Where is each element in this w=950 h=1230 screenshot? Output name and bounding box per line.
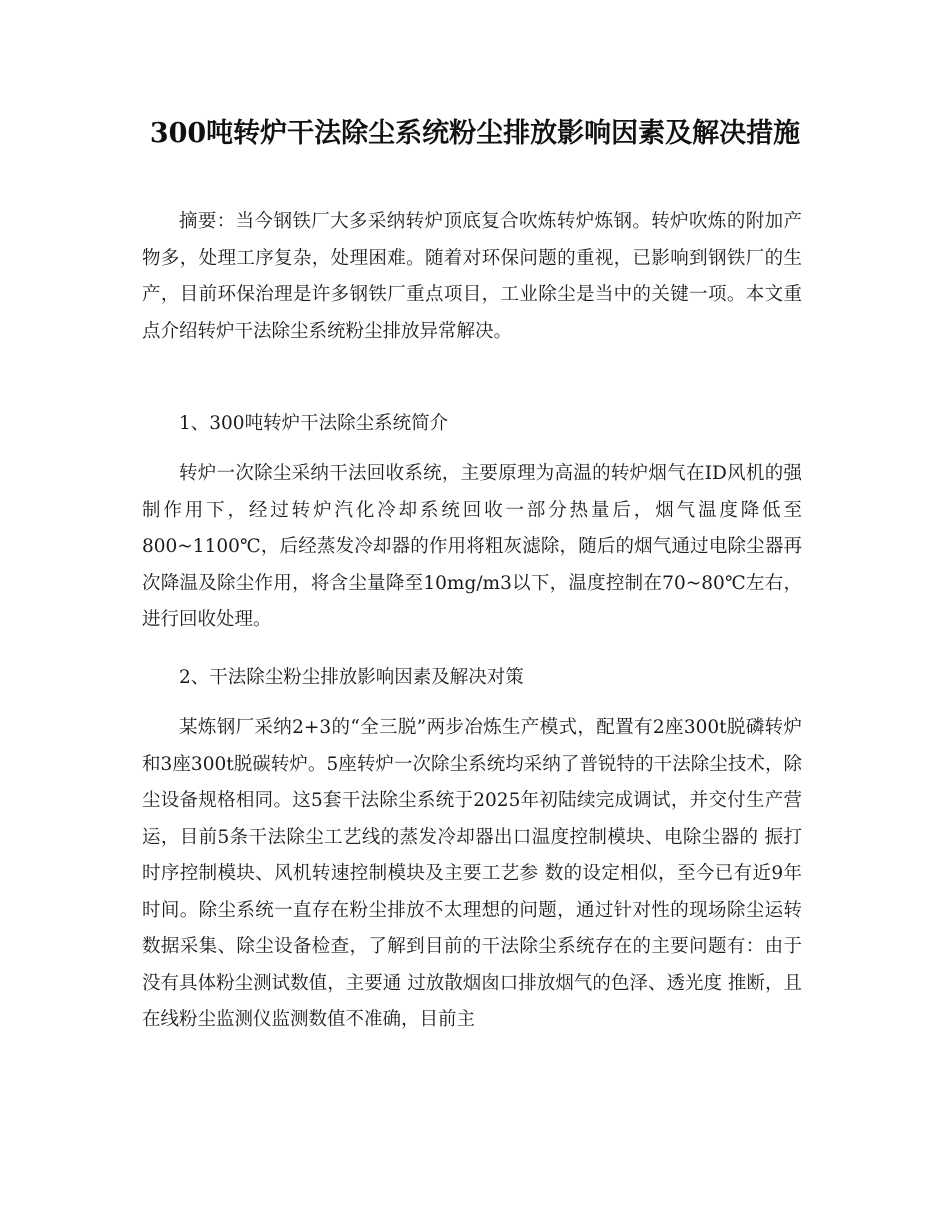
section-2-paragraph: 某炼钢厂采纳2+3的“全三脱”两步冶炼生产模式，配置有2座300t脱磷转炉和3座300t脱碳转炉。5座转炉一次除尘系统均采纳了普锐特的干法除尘技术，除尘设备规格相同。这5套干法除尘系统于2025年初陆续完成调试，并交付生产营运，目前5条干法除尘工艺线的蒸发冷却器出口温度控制模块、电除尘器的 振打时序控制模块、风机转速控制模块及主要工艺参 数的设定相似，至今已有近9年时间。除尘系统一直存在粉尘排放不太理想的问题，通过针对性的现场除尘运转数据采集、除尘设备检查，了解到目前的干法除尘系统存在的主要问题有：由于没有具体粉尘测试数值，主要通 过放散烟囱口排放烟气的色泽、透光度 推断，且在线粉尘监测仪监测数值不准确，目前主 (142, 717, 802, 1030)
document-title: 300吨转炉干法除尘系统粉尘排放影响因素及解决措施 (149, 118, 801, 149)
section-2-heading: 2、干法除尘粉尘排放影响因素及解决对策 (179, 667, 524, 688)
section-1-paragraph: 转炉一次除尘采纳干法回收系统，主要原理为高温的转炉烟气在ID风机的强制作用下，经过转炉汽化冷却系统回收一部分热量后，烟气温度降低至800~1100℃，后经蒸发冷却器的作用将粗灰滤除，随后的烟气通过电除尘器再次降温及除尘作用，将含尘量降至10mg/m3以下，温度控制在70~80℃左右，进行回收处理。 (142, 463, 802, 630)
section-1-heading: 1、300吨转炉干法除尘系统简介 (179, 413, 449, 434)
abstract-paragraph: 摘要：当今钢铁厂大多采纳转炉顶底复合吹炼转炉炼钢。转炉吹炼的附加产物多，处理工序复杂，处理困难。随着对环保问题的重视，已影响到钢铁厂的生产，目前环保治理是许多钢铁厂重点项目，工业除尘是当中的关键一项。本文重点介绍转炉干法除尘系统粉尘排放异常解决。 (142, 211, 802, 342)
